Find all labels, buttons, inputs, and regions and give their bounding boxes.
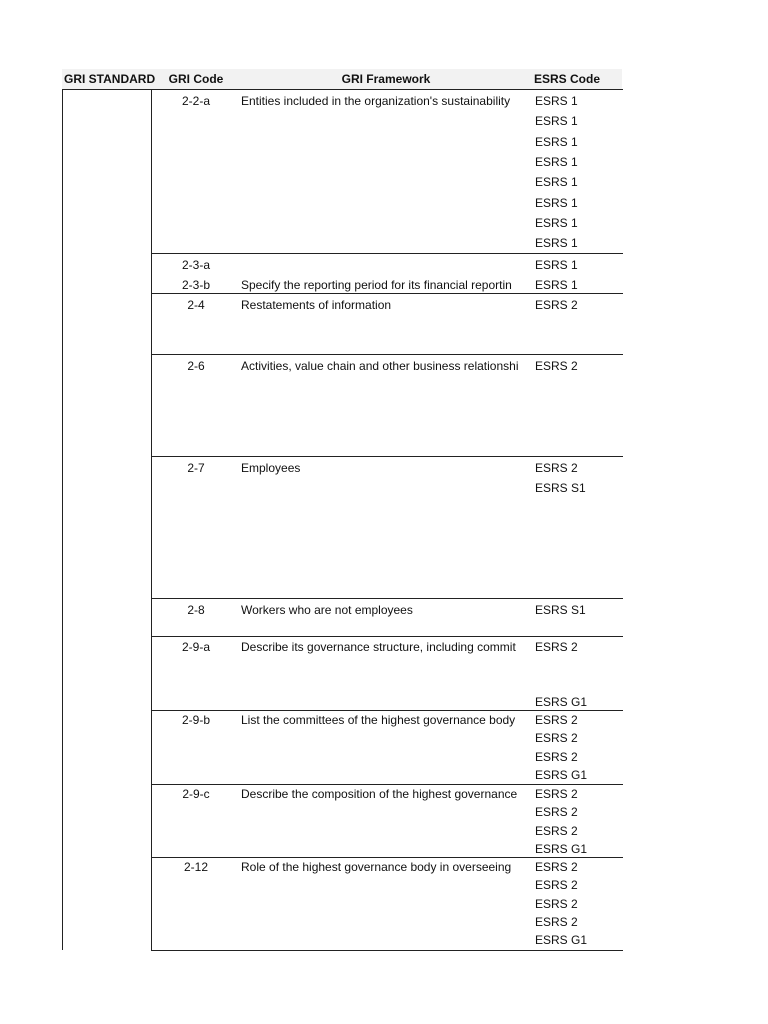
table-row[interactable] bbox=[151, 710, 623, 785]
esrs-code-cell[interactable]: ESRS 2 bbox=[535, 750, 578, 764]
esrs-code-cell[interactable]: ESRS 2 bbox=[535, 787, 578, 801]
esrs-code-cell[interactable]: ESRS 1 bbox=[535, 258, 578, 272]
esrs-code-cell[interactable]: ESRS 2 bbox=[535, 915, 578, 929]
gri-framework-cell[interactable] bbox=[241, 256, 533, 274]
table-row[interactable] bbox=[151, 253, 623, 294]
gri-framework-cell[interactable]: Entities included in the organization's sustainability bbox=[241, 94, 511, 108]
gri-standard-cell-border bbox=[62, 89, 151, 90]
esrs-code-cell[interactable]: ESRS S1 bbox=[535, 481, 586, 495]
esrs-code-cell[interactable]: ESRS 2 bbox=[535, 860, 578, 874]
gri-code-cell[interactable]: 2-9-c bbox=[182, 787, 210, 801]
esrs-code-cell[interactable]: ESRS 1 bbox=[535, 94, 578, 108]
gri-code-cell[interactable]: 2-4 bbox=[187, 298, 205, 312]
gri-code-cell[interactable]: 2-9-a bbox=[181, 640, 210, 654]
gri-framework-cell[interactable]: Describe its governance structure, including commit bbox=[241, 640, 516, 654]
esrs-code-cell[interactable]: ESRS G1 bbox=[535, 768, 588, 782]
table-row[interactable] bbox=[151, 456, 623, 599]
gri-code-cell[interactable]: 2-2-a bbox=[181, 94, 210, 108]
gri-framework-cell[interactable]: Restatements of information bbox=[241, 298, 392, 312]
gri-framework-cell[interactable]: Specify the reporting period for its financial reportin bbox=[241, 278, 512, 292]
esrs-code-cell[interactable]: ESRS 2 bbox=[535, 713, 578, 727]
esrs-code-cell[interactable]: ESRS 2 bbox=[535, 298, 578, 312]
header-gri-framework[interactable]: GRI Framework bbox=[341, 72, 431, 86]
gri-framework-cell[interactable]: Workers who are not employees bbox=[241, 603, 413, 617]
esrs-code-cell[interactable]: ESRS 1 bbox=[535, 175, 578, 189]
gri-code-cell[interactable]: 2-12 bbox=[183, 860, 209, 874]
esrs-code-cell[interactable]: ESRS 1 bbox=[535, 155, 578, 169]
esrs-code-cell[interactable]: ESRS 2 bbox=[535, 359, 578, 373]
gri-framework-cell[interactable]: Employees bbox=[241, 461, 301, 475]
gri-framework-cell[interactable]: Role of the highest governance body in overseeing bbox=[241, 860, 512, 874]
esrs-code-cell[interactable]: ESRS 1 bbox=[535, 135, 578, 149]
esrs-code-cell[interactable]: ESRS 1 bbox=[535, 114, 578, 128]
esrs-code-cell[interactable]: ESRS 1 bbox=[535, 216, 578, 230]
table-row[interactable] bbox=[151, 636, 623, 711]
esrs-code-cell[interactable]: ESRS 2 bbox=[535, 878, 578, 892]
table-row[interactable] bbox=[151, 354, 623, 457]
esrs-code-cell[interactable]: ESRS 2 bbox=[535, 805, 578, 819]
esrs-code-cell[interactable]: ESRS 2 bbox=[535, 824, 578, 838]
header-gri-standard[interactable]: GRI STANDARD bbox=[64, 72, 156, 86]
table-header bbox=[62, 69, 622, 89]
esrs-code-cell[interactable]: ESRS 2 bbox=[535, 897, 578, 911]
esrs-code-cell[interactable]: ESRS S1 bbox=[535, 603, 586, 617]
esrs-code-cell[interactable]: ESRS 2 bbox=[535, 461, 578, 475]
esrs-code-cell[interactable]: ESRS G1 bbox=[535, 933, 588, 947]
table-row[interactable] bbox=[151, 89, 623, 254]
esrs-code-cell[interactable]: ESRS 1 bbox=[535, 196, 578, 210]
esrs-code-cell[interactable]: ESRS G1 bbox=[535, 695, 588, 709]
gri-code-cell[interactable]: 2-7 bbox=[187, 461, 205, 475]
gri-code-cell[interactable]: 2-8 bbox=[187, 603, 205, 617]
gri-standard-column-border bbox=[62, 89, 63, 950]
header-esrs-code[interactable]: ESRS Code bbox=[534, 72, 601, 86]
esrs-code-cell[interactable]: ESRS 1 bbox=[535, 278, 578, 292]
gri-code-cell[interactable]: 2-3-a bbox=[181, 258, 210, 272]
table-row[interactable] bbox=[151, 293, 623, 355]
gri-code-cell[interactable]: 2-3-b bbox=[181, 278, 210, 292]
gri-code-cell[interactable]: 2-9-b bbox=[181, 713, 210, 727]
esrs-code-cell[interactable]: ESRS G1 bbox=[535, 842, 588, 856]
gri-code-cell[interactable]: 2-6 bbox=[187, 359, 205, 373]
table-row[interactable] bbox=[151, 598, 623, 637]
esrs-code-cell[interactable]: ESRS 2 bbox=[535, 640, 578, 654]
table-row[interactable] bbox=[151, 857, 623, 951]
esrs-code-cell[interactable]: ESRS 1 bbox=[535, 236, 578, 250]
header-gri-code[interactable]: GRI Code bbox=[168, 72, 224, 86]
esrs-code-cell[interactable]: ESRS 2 bbox=[535, 731, 578, 745]
table-row[interactable] bbox=[151, 784, 623, 858]
gri-framework-cell[interactable]: Describe the composition of the highest governance bbox=[241, 787, 518, 801]
gri-framework-cell[interactable]: Activities, value chain and other business relationshi bbox=[241, 359, 519, 373]
gri-framework-cell[interactable]: List the committees of the highest governance body bbox=[241, 713, 516, 727]
